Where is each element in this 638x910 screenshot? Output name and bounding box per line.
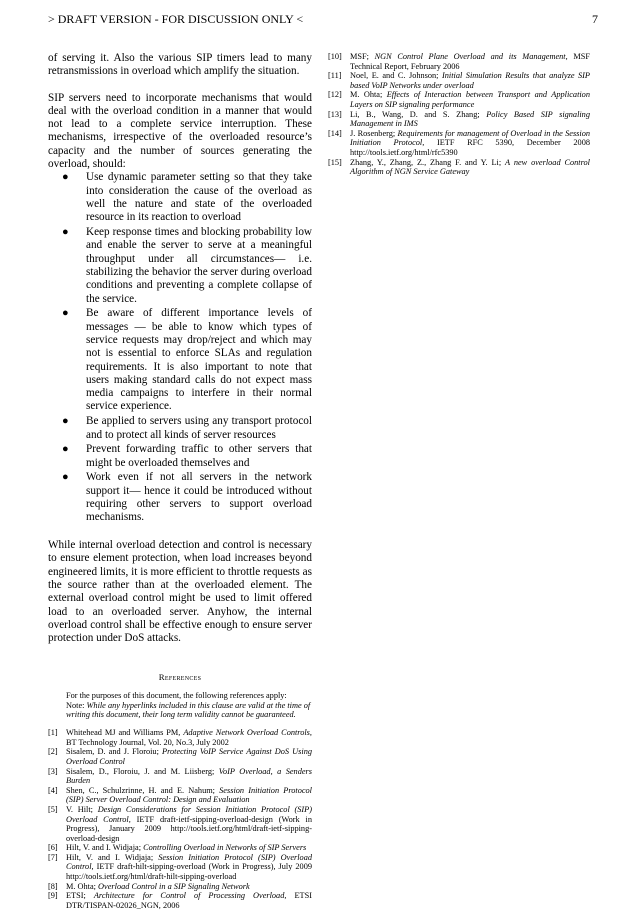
reference-item: [6] Hilt, V. and I. Widjaja; Controlling Overload in Networks of SIP Servers	[48, 843, 307, 853]
reference-item: [13] Li, B., Wang, D. and S. Zhang; Policy Based SIP signaling Management in IMS	[328, 109, 590, 129]
bullet-icon: ●	[62, 471, 69, 484]
reference-item: [14] J. Rosenberg; Requirements for management of Overload in the Session Initiation Protocol, IETF RFC 5390, December 2008 http://tools.ietf.org/html/rfc5390	[328, 128, 591, 157]
reference-item: [2] Sisalem, D. and J. Floroiu; Protecting VoIP Service Against DoS Using Overload Control	[48, 747, 312, 766]
reference-item: [9] ETSI; Architecture for Control of Processing Overload, ETSI DTR/TISPAN-02026_NGN, 2006	[48, 891, 312, 910]
reference-item: [15] Zhang, Y., Zhang, Z., Zhang F. and Y. Li; A new overload Control Algorithm of NGN Service Gateway	[328, 157, 590, 177]
reference-item: [10] MSF; NGN Control Plane Overload and its Management, MSF Technical Report, February 2006	[328, 52, 590, 71]
reference-item: [4] Shen, C., Schulzrinne, H. and E. Nahum; Session Initiation Protocol (SIP) Server Overload Control: Design and Evaluation	[48, 785, 312, 805]
requirements-list	[48, 171, 312, 524]
list-item	[48, 307, 312, 413]
body-paragraph: SIP servers need to incorporate mechanisms that would deal with the overload condition in a manner that would not lead to a complete service interruption. These mechanisms, irrespective of the overloaded resource’s capacity and the number of sources generating the overload, should:	[48, 91, 312, 171]
reference-item: [8] M. Ohta; Overload Control in a SIP Signaling Network	[48, 881, 250, 891]
reference-list	[328, 52, 590, 177]
page-number: 7	[592, 12, 598, 26]
list-item	[48, 443, 312, 470]
list-item-text: Keep response times and blocking probability low and enable the server to serve at a meaningful throughput under all circumstances— i.e. stabilizing the behavior the server during overload conditions and preventing a complete collapse of the service.	[86, 226, 312, 305]
list-item-text: Be applied to servers using any transport protocol and to protect all kinds of server resources	[86, 415, 312, 441]
list-item-text: Prevent forwarding traffic to other servers that might be overloaded themselves and	[86, 443, 312, 469]
list-item-text: Work even if not all servers in the network support it— hence it could be introduced without requiring other servers to support overload mechanisms.	[86, 471, 312, 524]
body-paragraph: of serving it. Also the various SIP timers lead to many retransmissions in overload which amplify the situation.	[48, 52, 312, 78]
references-heading: References	[158, 672, 202, 683]
bullet-icon: ●	[62, 171, 69, 184]
right-column	[328, 52, 590, 177]
list-item	[48, 471, 312, 524]
body-paragraph: While internal overload detection and control is necessary to ensure element protection, when load increases beyond engineered limits, it is more efficient to throttle requests as the source rather than at the overloaded element. The external overload control might be used to limit offered load to an overloaded server. Anyhow, the internal overload control shall be effective enough to ensure server protection under DoS attacks.	[48, 539, 312, 645]
left-column	[48, 52, 312, 910]
list-item-text: Be aware of different importance levels of messages — be able to know which types of service requests may drop/reject and which may not is essential to enforce SLAs and regulation requirements. It is also important to note that users making standard calls do not expect mass media campaigns to interfere in their normal service experience.	[86, 307, 312, 413]
references-intro: For the purposes of this document, the following references apply: Note: While any hyperlinks included in this clause are valid at the time of writing this document, their long term validity cannot be guaranteed.	[66, 690, 311, 720]
reference-item: [11] Noel, E. and C. Johnson; Initial Simulation Results that analyze SIP based VoIP Networks under overload	[328, 71, 590, 90]
bullet-icon: ●	[62, 226, 69, 239]
reference-list	[48, 728, 312, 910]
running-title: > DRAFT VERSION - FOR DISCUSSION ONLY <	[48, 12, 304, 26]
list-item	[48, 171, 312, 224]
reference-item: [5] V. Hilt; Design Considerations for Session Initiation Protocol (SIP) Overload Control, IETF draft-ietf-sipping-overload-design (Work in Progress), January 2009 http://tools.ietf.org/html/draft-ietf-sipping-overload-design	[48, 804, 313, 843]
bullet-icon: ●	[62, 307, 69, 320]
page-header	[48, 12, 598, 26]
reference-item: [1] Whitehead MJ and Williams PM, Adaptive Network Overload Controls, BT Technology Journal, Vol. 20, No.3, July 2002	[48, 728, 312, 747]
list-item	[48, 226, 312, 306]
bullet-icon: ●	[62, 415, 69, 428]
list-item	[48, 415, 312, 442]
reference-item: [3] Sisalem, D., Floroiu, J. and M. Liisberg; VoIP Overload, a Senders Burden	[48, 766, 312, 786]
bullet-icon: ●	[62, 443, 69, 456]
reference-item: [12] M. Ohta; Effects of Interaction between Transport and Application Layers on SIP signaling performance	[328, 90, 590, 109]
reference-item: [7] Hilt, V. and I. Widjaja; Session Initiation Protocol (SIP) Overload Control, IETF draft-hilt-sipping-overload (Work in Progress), July 2009 http://tools.ietf.org/html/draft-hilt-sipping-overload	[48, 852, 312, 882]
list-item-text: Use dynamic parameter setting so that they take into consideration the cause of the overload as well the nature and state of the overloaded resource in its reaction to overload	[86, 171, 312, 224]
